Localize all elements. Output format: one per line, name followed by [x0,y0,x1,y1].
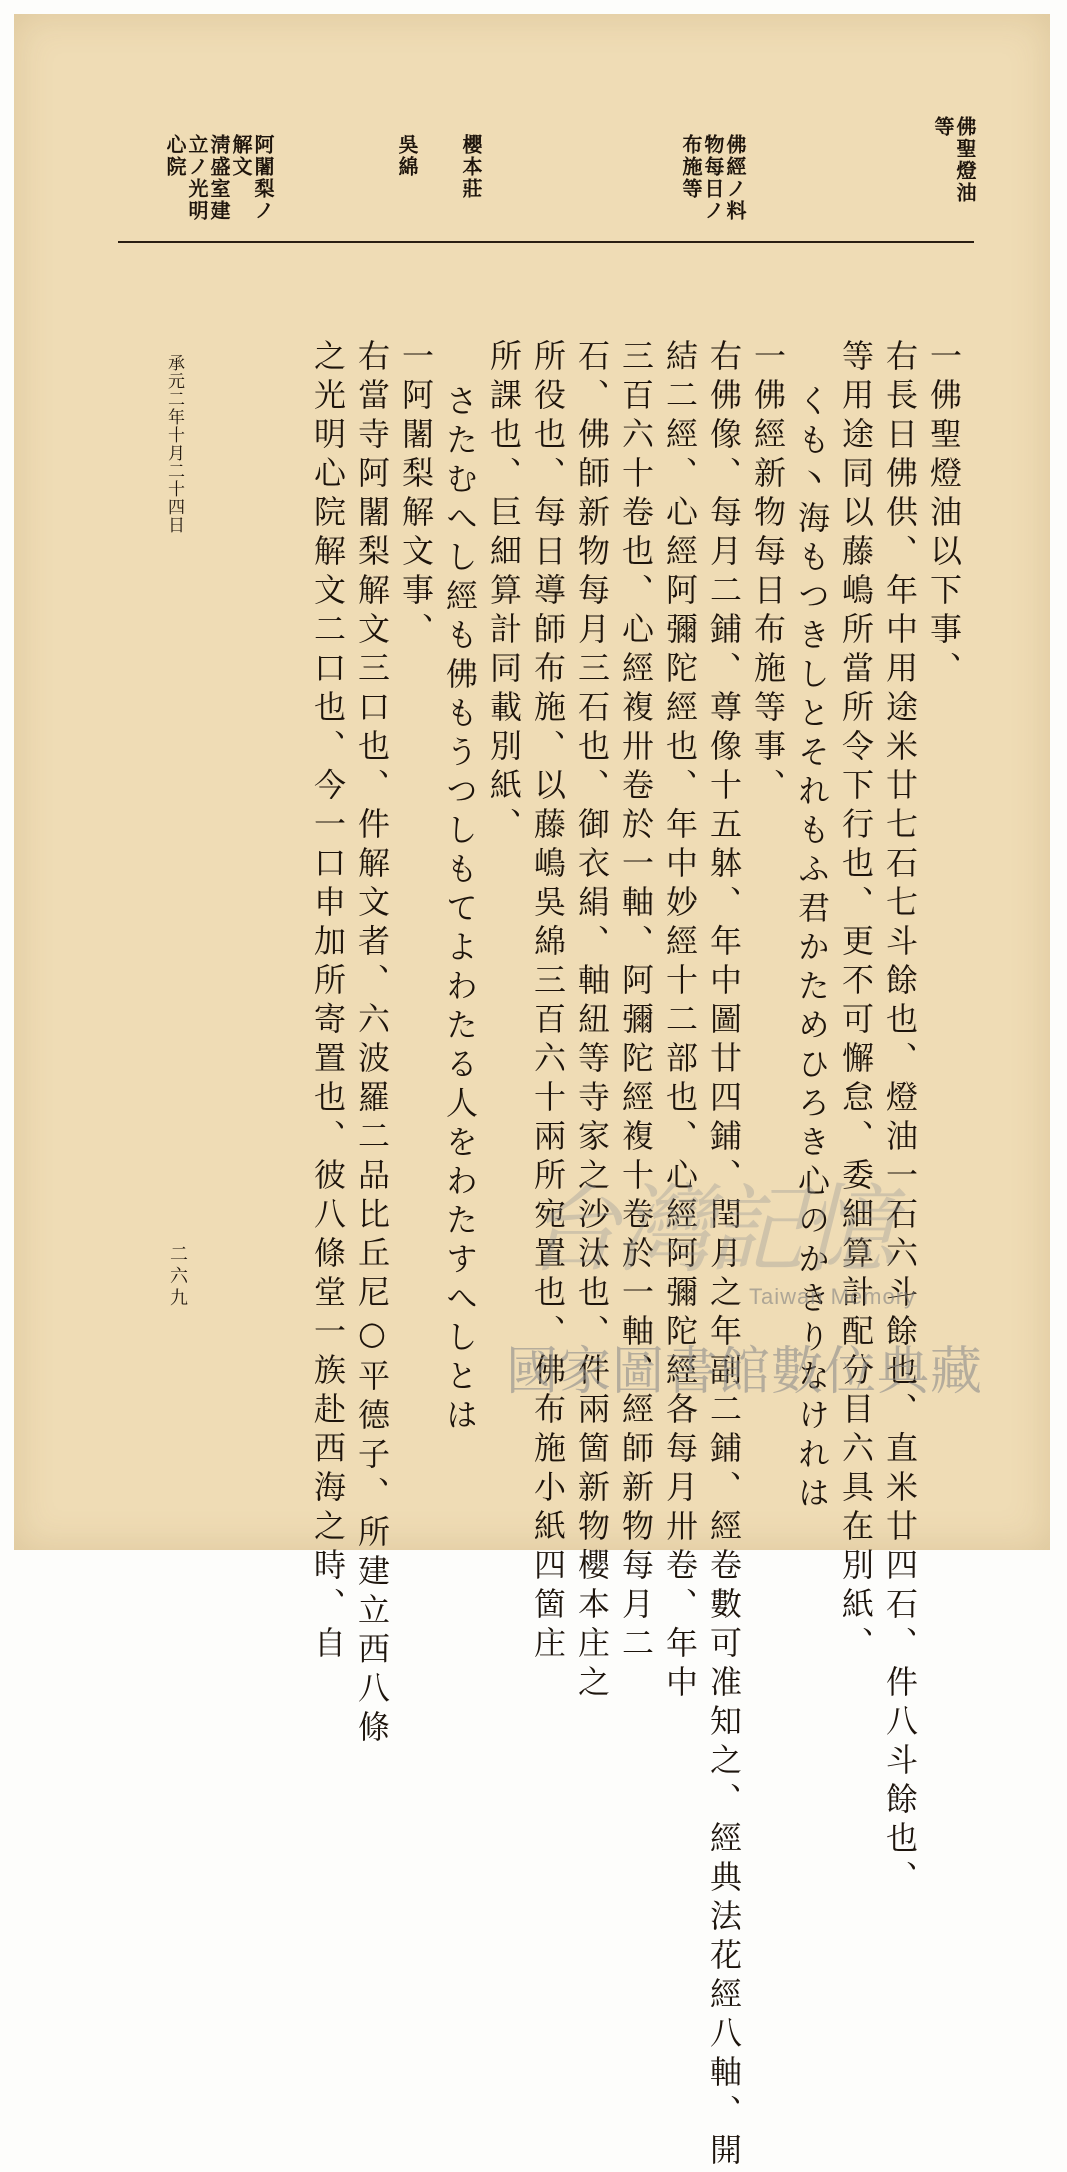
header-rule [118,241,974,243]
watermark-logo: 台灣記憶 [524,1174,892,1286]
text-column-4: くも丶海もつきしとそれもふ君かためひろき心のかきりなけれは [793,384,831,1515]
text-column-5: 一佛經新物每日布施等事、 [749,339,787,807]
text-column-12: さたむへし經も佛もうつしもてよわたる人をわたすへしとは [441,384,479,1437]
text-column-3: 等用途同以藤嶋所當所令下行也、更不可懈怠、委細算計配分目六具在別紙、 [837,339,875,1665]
text-column-1: 一佛聖燈油以下事、 [925,339,963,690]
text-column-10: 所役也、每日導師布施、以藤嶋吳綿三百六十兩所宛置也、佛布施小紙四箇庄 [529,339,567,1665]
text-column-6: 右佛像、每月二鋪、尊像十五躰、年中圖廿四鋪、閏月之年副二鋪、經卷數可准知之、經典法花經八軸、開 [705,339,743,2172]
text-column-14: 右當寺阿闍梨解文三口也、件解文者、六波羅二品比丘尼○平德子、所建立西八條 [353,339,391,1749]
text-column-13: 一阿闍梨解文事、 [397,339,435,651]
watermark-subtitle: 國家圖書館數位典藏 [506,1342,984,1402]
watermark-english: Taiwan Memory [749,1284,917,1309]
headnote-5: 阿闍梨ノ 解文 淸盛室建 立ノ光明 心院 [163,134,275,222]
document-date: 承元二年十月二十四日 [164,354,184,534]
text-column-2: 右長日佛供、年中用途米廿七石七斗餘也、燈油一石六斗餘也、直米廿四石、件八斗餘也、 [881,339,919,1899]
headnote-4: 吳綿 [395,134,419,178]
text-column-15: 之光明心院解文二口也、今一口申加所寄置也、彼八條堂一族赴西海之時、自 [309,339,347,1665]
headnote-2: 佛經ノ料 物每日ノ 布施等 [679,134,747,222]
page-number: 二六九 [167,1244,188,1310]
headnote-1: 佛聖燈油 等 [931,116,977,204]
text-column-7: 結二經、心經阿彌陀經也、年中妙經十二部也、心經阿彌陀經各每月卅卷、年中 [661,339,699,1704]
text-column-11: 所課也、巨細算計同載別紙、 [485,339,523,846]
document-page [14,14,1050,2172]
text-column-9: 石、佛師新物每月三石也、御衣絹、軸紐等寺家之沙汰也、件兩箇新物櫻本庄之 [573,339,611,1704]
text-column-8: 三百六十卷也、心經複卅卷於一軸、阿彌陀經複十卷於一軸、經師新物每月二 [617,339,655,1665]
headnote-3: 櫻本莊 [459,134,483,200]
